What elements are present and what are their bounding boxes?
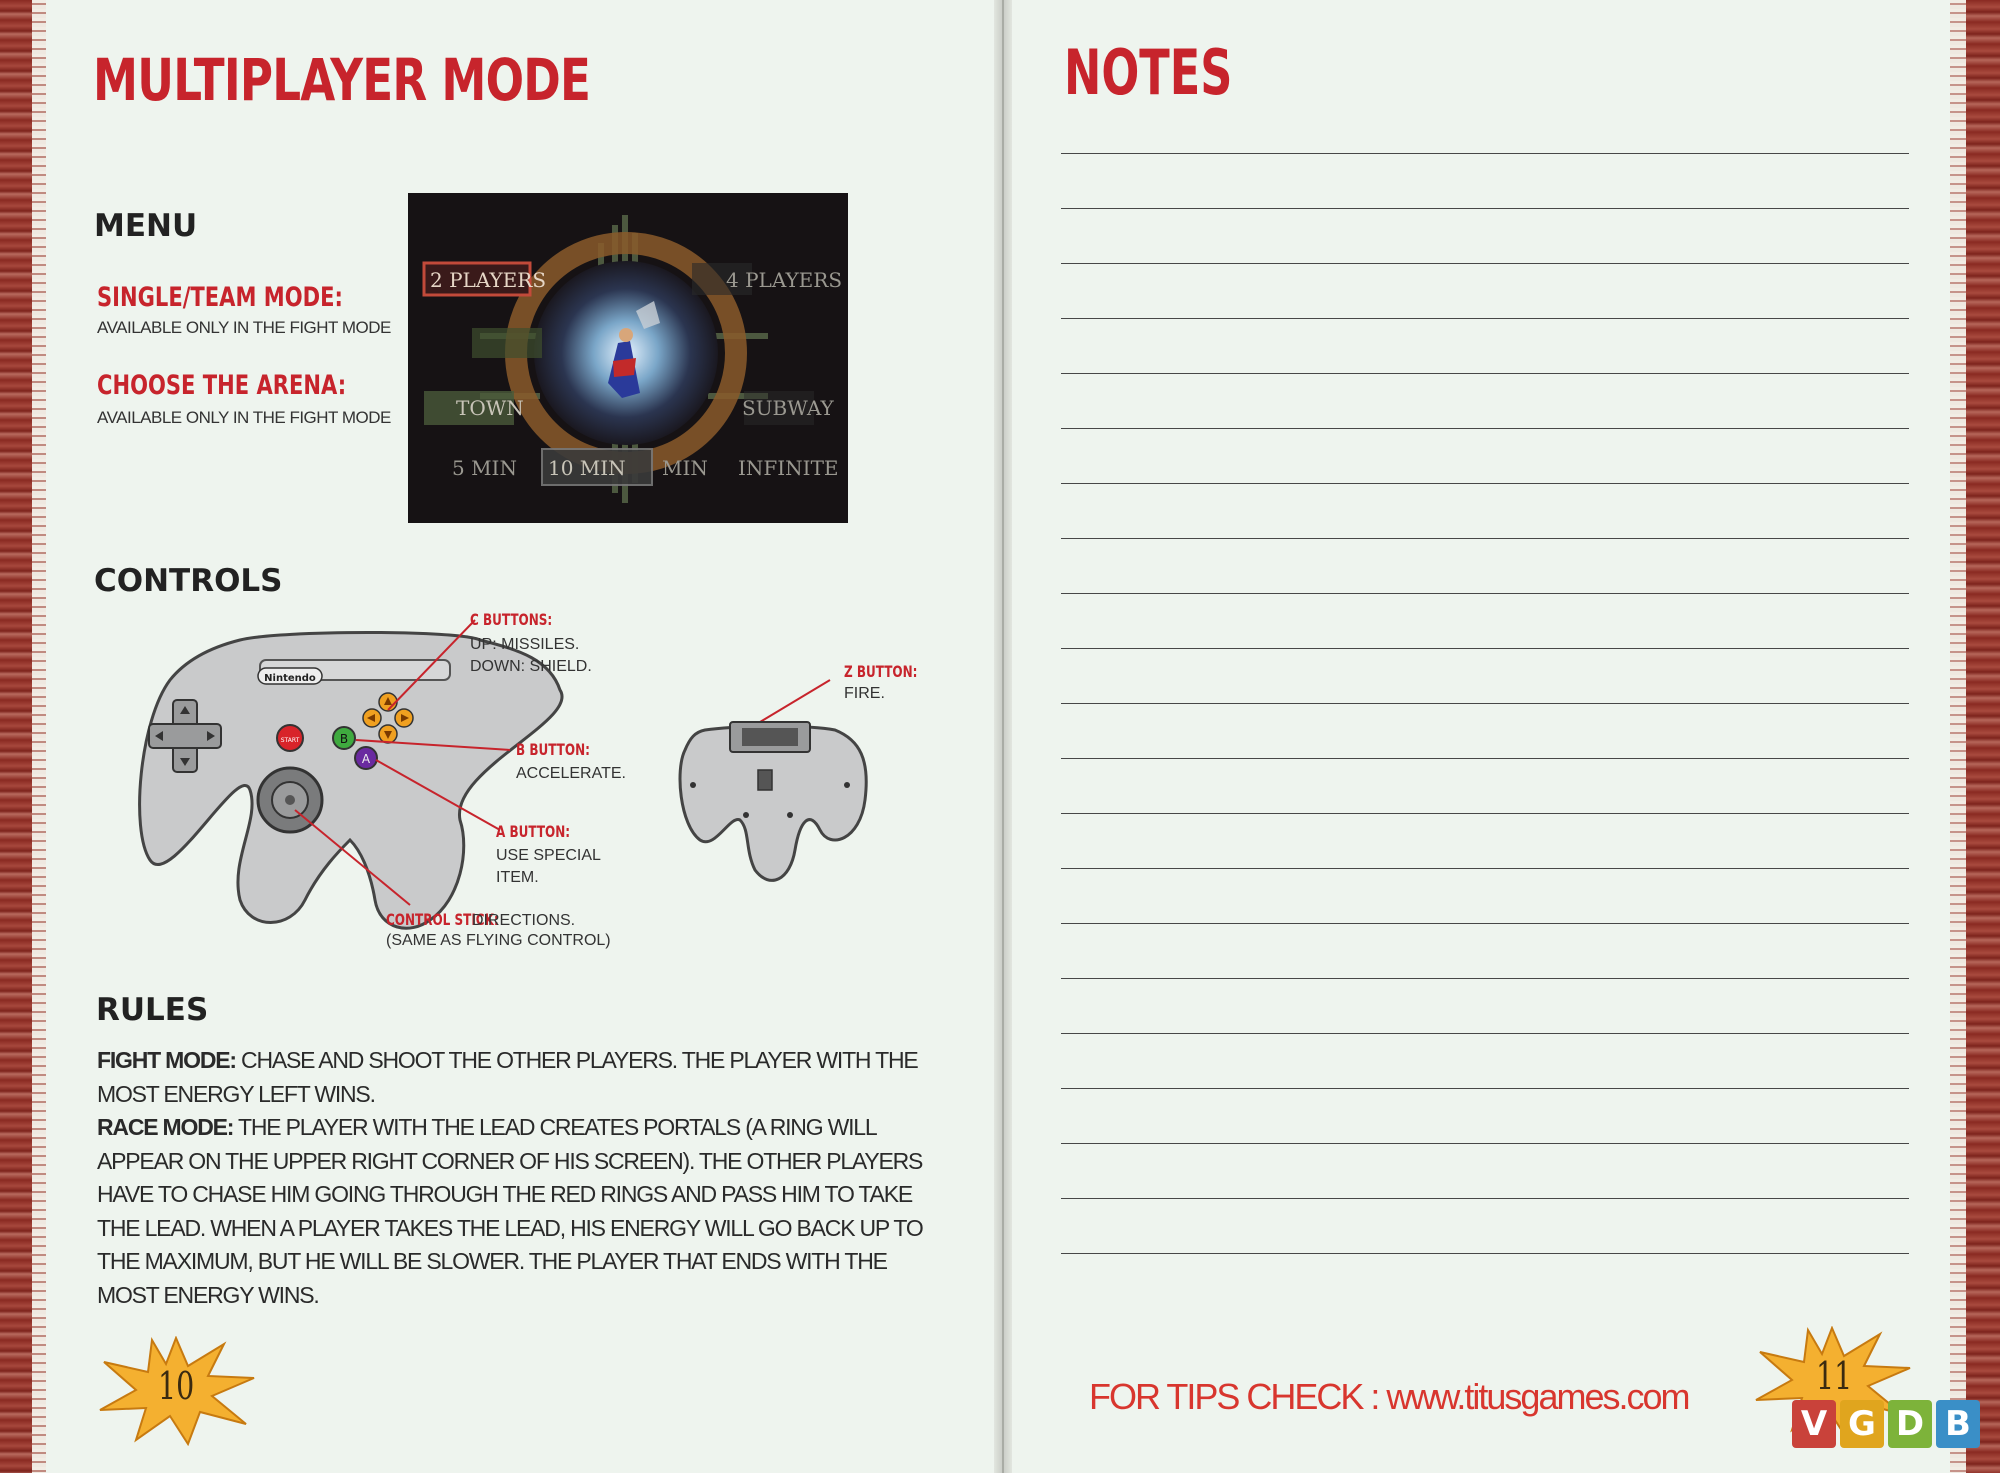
right-page-border-fringe bbox=[1950, 0, 1966, 1473]
a-button-callout-title: A BUTTON: bbox=[496, 822, 571, 841]
controls-heading: CONTROLS bbox=[94, 563, 283, 599]
control-stick-callout-note: (SAME AS FLYING CONTROL) bbox=[386, 932, 611, 949]
vgdb-letter-b: B bbox=[1936, 1400, 1980, 1448]
rules-race-mode: RACE MODE: THE PLAYER WITH THE LEAD CREATES PORTALS (A RING WILL APPEAR ON THE UPPER RIGHT CORNER OF HIS SCREEN). THE OTHER PLAYERS HAVE TO CHASE HIM GOING THROUGH THE RED RINGS AND PASS HIM TO TAKE THE LEAD. WHEN A PLAYER TAKES THE LEAD, HIS ENERGY WILL GO BACK UP TO THE MAXIMUM, BUT HE WILL BE SLOWER. THE PLAYER THAT ENDS WITH THE MOST ENERGY WINS. bbox=[97, 1114, 923, 1308]
b-button-callout-line1: ACCELERATE. bbox=[516, 765, 626, 782]
note-line bbox=[1061, 758, 1909, 759]
menu-heading: MENU bbox=[94, 208, 198, 244]
choose-arena-title: CHOOSE THE ARENA: bbox=[97, 370, 347, 401]
rules-body bbox=[97, 1044, 927, 1312]
control-stick-callout-title: CONTROL STICK: bbox=[386, 910, 499, 929]
note-line bbox=[1061, 373, 1909, 374]
svg-text:A: A bbox=[361, 752, 371, 766]
note-line bbox=[1061, 1088, 1909, 1089]
single-team-mode-title: SINGLE/TEAM MODE: bbox=[97, 282, 343, 313]
note-line bbox=[1061, 1198, 1909, 1199]
notes-title: NOTES bbox=[1064, 36, 1233, 109]
note-line bbox=[1061, 813, 1909, 814]
vgdb-letter-g: G bbox=[1840, 1400, 1884, 1448]
note-line bbox=[1061, 978, 1909, 979]
opt-2-players: 2 PLAYERS bbox=[430, 268, 547, 292]
choose-arena-desc: AVAILABLE ONLY IN THE FIGHT MODE bbox=[97, 408, 391, 427]
c-buttons-callout-title: C BUTTONS: bbox=[470, 610, 553, 629]
note-line bbox=[1061, 208, 1909, 209]
note-line bbox=[1061, 593, 1909, 594]
note-line bbox=[1061, 1143, 1909, 1144]
note-line bbox=[1061, 1253, 1909, 1254]
spine-crease bbox=[1002, 0, 1004, 1473]
note-line bbox=[1061, 263, 1909, 264]
left-page-border bbox=[0, 0, 32, 1473]
note-line bbox=[1061, 923, 1909, 924]
note-line bbox=[1061, 428, 1909, 429]
opt-5-min: 5 MIN bbox=[452, 456, 517, 480]
svg-text:START: START bbox=[280, 737, 300, 744]
rules-fight-mode: FIGHT MODE: CHASE AND SHOOT THE OTHER PLAYERS. THE PLAYER WITH THE MOST ENERGY LEFT WINS. bbox=[97, 1047, 918, 1107]
opt-min: MIN bbox=[662, 456, 708, 480]
vgdb-letter-v: V bbox=[1792, 1400, 1836, 1448]
note-line bbox=[1061, 318, 1909, 319]
page-number-right: 11 bbox=[1816, 1354, 1853, 1398]
single-team-mode-desc: AVAILABLE ONLY IN THE FIGHT MODE bbox=[97, 318, 391, 337]
note-line bbox=[1061, 153, 1909, 154]
vgdb-letter-d: D bbox=[1888, 1400, 1932, 1448]
opt-town: TOWN bbox=[456, 396, 524, 420]
vgdb-watermark bbox=[1792, 1400, 1984, 1450]
page-number-left: 10 bbox=[158, 1364, 195, 1408]
right-page-border bbox=[1966, 0, 2000, 1473]
svg-text:B: B bbox=[339, 732, 349, 746]
z-button-callout-line1: FIRE. bbox=[844, 685, 885, 702]
opt-4-players: 4 PLAYERS bbox=[726, 268, 843, 292]
note-line bbox=[1061, 648, 1909, 649]
a-button-callout-line2: ITEM. bbox=[496, 869, 539, 886]
control-stick-callout-desc: DIRECTIONS. bbox=[472, 912, 576, 929]
note-line bbox=[1061, 703, 1909, 704]
n64-controller-back bbox=[680, 722, 866, 880]
note-line bbox=[1061, 868, 1909, 869]
rules-heading: RULES bbox=[96, 992, 209, 1028]
note-line bbox=[1061, 483, 1909, 484]
opt-subway: SUBWAY bbox=[742, 396, 834, 420]
z-button-callout-title: Z BUTTON: bbox=[844, 662, 918, 681]
note-line bbox=[1061, 1033, 1909, 1034]
game-menu-screenshot bbox=[408, 193, 848, 523]
opt-10-min: 10 MIN bbox=[548, 456, 626, 480]
note-line bbox=[1061, 538, 1909, 539]
nintendo-logo: Nintendo bbox=[264, 673, 316, 684]
opt-infinite: INFINITE bbox=[738, 456, 839, 480]
c-buttons-callout-line1: UP: MISSILES. bbox=[470, 636, 580, 653]
left-page-border-fringe bbox=[32, 0, 46, 1473]
c-buttons-callout-line2: DOWN: SHIELD. bbox=[470, 658, 592, 675]
tips-url: FOR TIPS CHECK : www.titusgames.com bbox=[1089, 1376, 1689, 1417]
a-button-callout-line1: USE SPECIAL bbox=[496, 847, 601, 864]
page-title: MULTIPLAYER MODE bbox=[93, 46, 591, 114]
screenshot-art bbox=[408, 193, 848, 523]
b-button-callout-title: B BUTTON: bbox=[516, 740, 590, 759]
